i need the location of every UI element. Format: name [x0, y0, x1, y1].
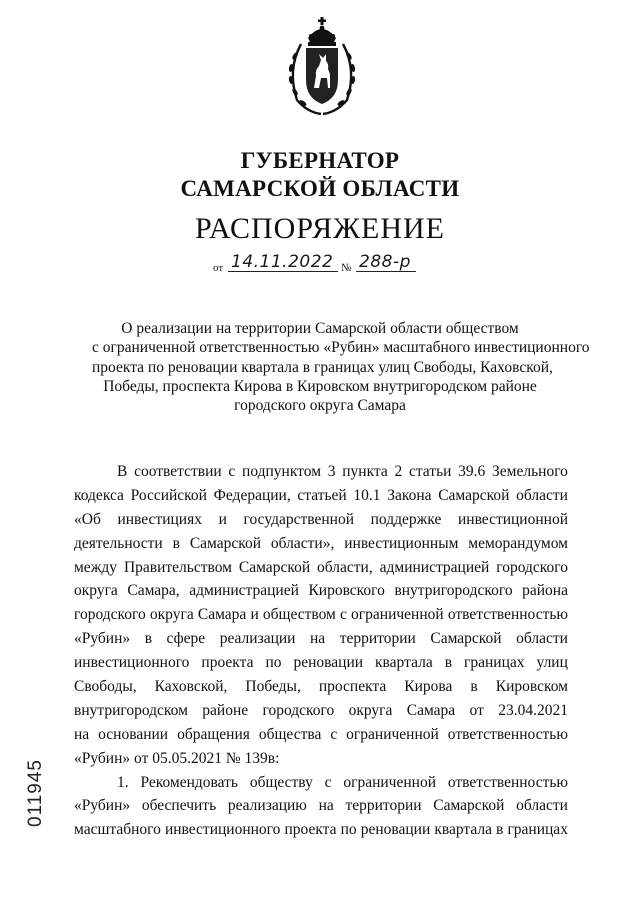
- body-word: 10.1: [353, 486, 381, 504]
- body-word: государственной: [243, 510, 354, 528]
- body-word: масштабного: [74, 821, 161, 839]
- body-word: на: [74, 725, 90, 743]
- body-word: общества: [258, 725, 322, 743]
- body-word: Самарской: [238, 558, 311, 576]
- body-word: Кирова: [404, 678, 453, 696]
- body-word: городского: [496, 558, 568, 576]
- title-line: О реализации на территории Самарской области обществом: [121, 320, 519, 337]
- body-line: [74, 556, 568, 580]
- body-word: на: [310, 630, 326, 648]
- body-word: Федерации,: [213, 486, 291, 504]
- region-heading: САМАРСКОЙ ОБЛАСТИ: [180, 176, 460, 201]
- body-line: [74, 723, 568, 747]
- body-word: инвестиционным: [344, 534, 459, 552]
- body-word: внутригородского: [394, 582, 513, 600]
- body-line: [74, 532, 568, 556]
- body-word: «Рубин»: [74, 797, 131, 815]
- body-word: области: [516, 797, 568, 815]
- body-word: поддержке: [370, 510, 442, 528]
- body-word: Самарской: [433, 797, 505, 815]
- body-word: «Рубин»: [74, 630, 131, 648]
- body-line: [74, 508, 568, 532]
- body-word: улиц: [536, 654, 568, 672]
- body-word: с: [324, 773, 332, 791]
- serial-number-text: 011945: [25, 759, 46, 827]
- body-word: обращения: [177, 725, 250, 743]
- body-word: в: [172, 534, 180, 552]
- body-word: реализации: [219, 630, 296, 648]
- body-word: 2: [394, 463, 403, 480]
- body-line: [74, 579, 568, 603]
- body-word: Самарской: [438, 486, 510, 504]
- body-word: области: [516, 486, 568, 504]
- body-word: района: [522, 582, 568, 600]
- body-word: округа: [74, 582, 118, 600]
- body-line: [74, 651, 568, 675]
- date-number-line: [213, 252, 453, 276]
- document-title: [92, 319, 590, 415]
- body-word: Самара: [197, 606, 247, 624]
- body-word: 23.04.2021: [498, 701, 568, 719]
- body-word: внутригородском: [74, 701, 188, 719]
- side-serial-number: [24, 748, 48, 838]
- body-word: в: [496, 821, 504, 839]
- body-word: округа: [348, 701, 393, 719]
- body-word: соответствии: [134, 463, 222, 480]
- body-word: реновации: [293, 654, 364, 672]
- body-word: с: [340, 606, 347, 624]
- body-word: обществом: [262, 606, 336, 624]
- body-word: ответственностью: [447, 773, 568, 791]
- body-line: [74, 627, 568, 651]
- body-word: в: [444, 654, 453, 672]
- from-label: от: [213, 262, 224, 274]
- body-word: городского: [262, 701, 335, 719]
- body-word: области»,: [270, 534, 335, 552]
- body-line: [74, 771, 568, 795]
- body-word: меморандумом: [468, 534, 568, 552]
- body-word: с: [228, 463, 236, 480]
- body-word: кодекса: [74, 486, 124, 504]
- body-word: пункта: [342, 463, 388, 480]
- handwritten-date: 14.11.2022: [231, 252, 334, 272]
- body-word: квартала: [375, 654, 433, 672]
- title-line: Победы, проспекта Кирова в Кировском внутригородском районе: [103, 377, 537, 395]
- body-word: 39.6: [458, 463, 486, 480]
- body-word: Каховской,: [154, 678, 228, 696]
- body-word: территории: [339, 630, 416, 648]
- body-word: с: [330, 725, 338, 743]
- body-word: Кировском: [495, 678, 568, 696]
- body-word: статьей: [297, 486, 347, 504]
- body-word: реновации: [360, 821, 431, 839]
- body-word: Самара,: [127, 582, 180, 600]
- body-word: инвестиционной: [457, 510, 568, 528]
- body-word: области: [516, 630, 568, 648]
- body-word: Самарской: [189, 534, 262, 552]
- document-body: [74, 460, 568, 842]
- body-word: Правительством: [123, 558, 232, 576]
- body-word: деятельности: [74, 534, 163, 552]
- body-word: Свободы,: [74, 678, 137, 696]
- handwritten-number: 288-р: [359, 252, 411, 272]
- document-type-heading: РАСПОРЯЖЕНИЕ: [194, 212, 446, 245]
- body-word: ограниченной: [343, 773, 436, 791]
- body-line: [74, 818, 568, 842]
- number-label: №: [341, 262, 352, 274]
- body-line: [74, 675, 568, 699]
- body-line: [74, 747, 568, 771]
- body-word: проспекта: [318, 678, 387, 696]
- body-word: области,: [317, 558, 373, 576]
- body-word: инвестициях: [117, 510, 202, 528]
- body-word: Кировского: [308, 582, 385, 600]
- body-word: округа: [149, 606, 194, 624]
- body-word: Российской: [130, 486, 207, 504]
- body-word: администрацией: [379, 558, 490, 576]
- body-word: городского: [74, 606, 146, 624]
- body-word: ответственностью: [447, 725, 568, 743]
- body-word: инвестиционного: [164, 821, 281, 839]
- body-word: между: [74, 558, 118, 576]
- body-word: Закона: [387, 486, 432, 504]
- body-word: администрацией: [189, 582, 299, 600]
- body-word: статьи: [408, 463, 452, 480]
- body-word: и: [218, 510, 227, 528]
- body-word: основании: [98, 725, 169, 743]
- samara-coat-of-arms-icon: [281, 14, 363, 118]
- body-word: обществу: [249, 773, 313, 791]
- body-word: по: [265, 654, 282, 672]
- body-line: [74, 460, 568, 484]
- body-word: проекта: [201, 654, 254, 672]
- body-word: ответственностью: [447, 606, 568, 624]
- body-word: на: [318, 797, 334, 815]
- body-word: сфере: [166, 630, 206, 648]
- body-word: от: [469, 701, 484, 719]
- body-word: в: [144, 630, 153, 648]
- body-word: по: [340, 821, 357, 839]
- body-word: Самара: [406, 701, 456, 719]
- body-word: 1.: [117, 773, 129, 791]
- body-word: в: [470, 678, 478, 696]
- body-word: территории: [345, 797, 422, 815]
- body-word: подпунктом: [242, 463, 322, 480]
- body-word: границах: [507, 821, 568, 839]
- body-word: и: [250, 606, 259, 624]
- body-word: «Об: [74, 510, 101, 528]
- body-word: Самарской: [430, 630, 502, 648]
- body-text: «Рубин» от 05.05.2021 № 139в:: [74, 749, 280, 767]
- body-word: обеспечить: [141, 797, 217, 815]
- body-word: ограниченной: [351, 606, 444, 624]
- title-line: проекта по реновации квартала в границах улиц Свободы, Каховской,: [92, 358, 553, 376]
- body-word: Рекомендовать: [140, 773, 238, 791]
- title-line: городского округа Самара: [234, 397, 406, 415]
- body-word: границах: [464, 654, 525, 672]
- body-word: инвестиционного: [74, 654, 190, 672]
- body-line: [74, 794, 568, 818]
- body-line: [74, 603, 568, 627]
- body-word: Земельного: [492, 463, 568, 480]
- body-word: районе: [202, 701, 249, 719]
- body-word: квартала: [434, 821, 492, 839]
- body-word: проекта: [284, 821, 337, 839]
- body-word: Победы,: [245, 678, 301, 696]
- body-word: ограниченной: [346, 725, 439, 743]
- body-word: реализацию: [227, 797, 307, 815]
- title-line: с ограниченной ответственностью «Рубин» масштабного инвестиционного: [92, 339, 590, 357]
- body-line: [74, 699, 568, 723]
- governor-heading: ГУБЕРНАТОР: [240, 148, 400, 173]
- body-word: В: [117, 463, 128, 480]
- body-line: [74, 484, 568, 508]
- body-word: 3: [327, 463, 336, 480]
